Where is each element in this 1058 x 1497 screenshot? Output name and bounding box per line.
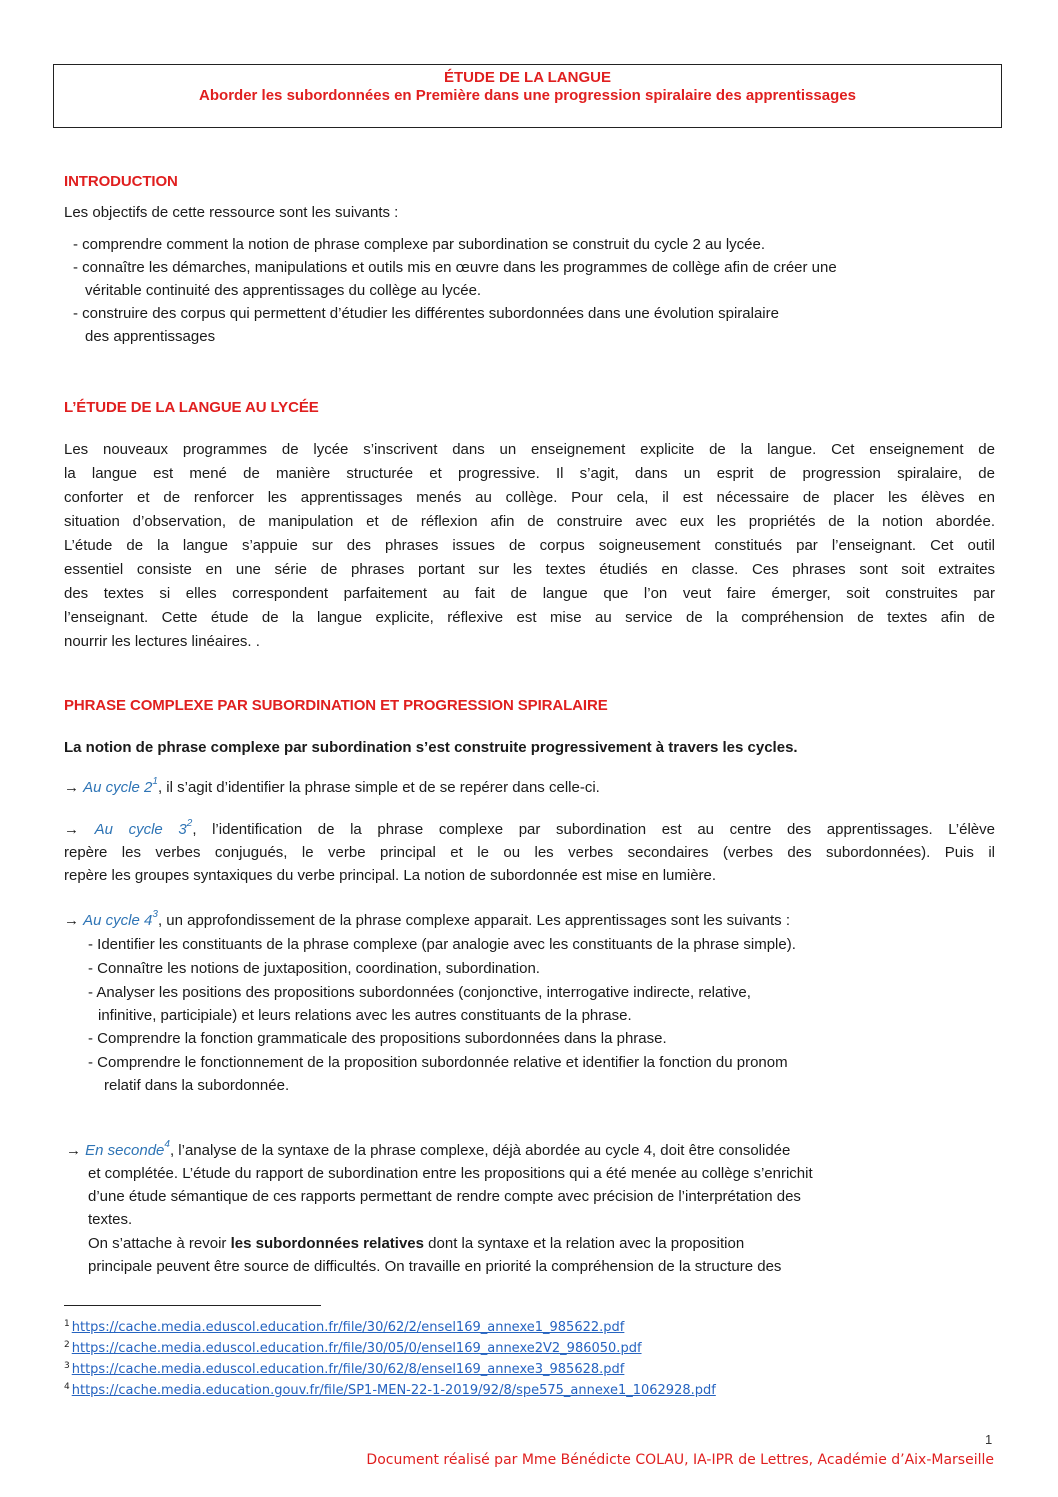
footnote <box>64 1320 624 1336</box>
cycle3-line: repère les groupes syntaxiques du verbe principal. La notion de subordonnée est mise en lumière. <box>64 867 717 884</box>
title-box <box>53 64 1002 128</box>
footnote-ref[interactable]: 1 <box>152 776 158 787</box>
footnote-number: 4 <box>64 1381 70 1392</box>
intro-item: véritable continuité des apprentissages du collège au lycée. <box>85 282 482 299</box>
paragraph-line: situation d’observation, de manipulation et de réflexion afin de construire avec eux les propriétés de la notion abordée. <box>64 513 995 530</box>
phrase-heading: PHRASE COMPLEXE PAR SUBORDINATION ET PROGRESSION SPIRALAIRE <box>64 697 608 714</box>
seconde-line: textes. <box>88 1211 133 1228</box>
paragraph-line: nourrir les lectures linéaires. . <box>64 633 260 650</box>
lycee-paragraph <box>64 438 995 654</box>
seconde-line <box>66 1140 790 1162</box>
arrow-icon: → <box>66 1142 81 1159</box>
arrow-icon: → <box>64 912 79 929</box>
cycle3-label: Au cycle 3 <box>94 821 187 838</box>
seconde-line: et complétée. L’étude du rapport de subordination entre les propositions qui a été menée au collège s’enrichit <box>88 1165 813 1182</box>
intro-item: des apprentissages <box>85 328 216 345</box>
seconde-text: On s’attache à revoir <box>88 1235 231 1252</box>
paragraph-line: L’étude de la langue s’appuie sur des phrases issues de corpus soigneusement constitués par l’enseignant. Cet outil <box>64 537 995 554</box>
seconde-text: , l’analyse de la syntaxe de la phrase complexe, déjà abordée au cycle 4, doit être consolidée <box>169 1142 791 1159</box>
cycle2-line <box>64 777 600 799</box>
footnote <box>64 1362 624 1378</box>
footnote <box>64 1341 642 1357</box>
paragraph-line: essentiel consiste en une série de phrases portant sur les textes étudiés en classe. Ces phrases sont soit extraites <box>64 561 995 578</box>
paragraph-line: l’enseignant. Cette étude de la langue explicite, réflexive est mise au service de la compréhension de textes afin de <box>64 609 995 626</box>
cycle4-item: relatif dans la subordonnée. <box>104 1077 290 1094</box>
cycle4-label: Au cycle 4 <box>83 912 153 929</box>
title-line-2: Aborder les subordonnées en Première dans une progression spiralaire des apprentissages <box>199 87 856 104</box>
cycle3-text: , l’identification de la phrase complexe par subordination est au centre des apprentissages. L’élève <box>192 821 995 838</box>
cycle2-label: Au cycle 2 <box>83 779 153 796</box>
footnote-ref[interactable]: 3 <box>152 909 158 920</box>
paragraph-line: conforter et de renforcer les apprentissages menés au collège. Pour cela, il est nécessaire de placer les élèves en <box>64 489 995 506</box>
cycle4-text: , un approfondissement de la phrase complexe apparait. Les apprentissages sont les suivants : <box>157 912 790 929</box>
phrase-lead: La notion de phrase complexe par subordination s’est construite progressivement à travers les cycles. <box>64 739 798 756</box>
footnote-link[interactable]: https://cache.media.eduscol.education.fr/file/30/62/2/ensel169_annexe1_985622.pdf <box>71 1320 625 1335</box>
cycle4-item: - Comprendre la fonction grammaticale des propositions subordonnées dans la phrase. <box>88 1030 667 1047</box>
cycle4-line <box>64 910 790 932</box>
title-line-1: ÉTUDE DE LA LANGUE <box>444 69 611 86</box>
paragraph-line: Les nouveaux programmes de lycée s’inscrivent dans un enseignement explicite de la langue. Cet enseignement de <box>64 441 995 458</box>
footer-credit: Document réalisé par Mme Bénédicte COLAU, IA-IPR de Lettres, Académie d’Aix-Marseille <box>366 1452 994 1468</box>
seconde-text: dont la syntaxe et la relation avec la proposition <box>424 1235 745 1252</box>
cycle4-item: - Identifier les constituants de la phrase complexe (par analogie avec les constituants de la phrase simple). <box>88 936 796 953</box>
cycle3-line: repère les verbes conjugués, le verbe principal et le ou les verbes secondaires (verbes des subordonnées). Puis il <box>64 844 995 861</box>
arrow-icon: → <box>64 779 79 796</box>
seconde-label: En seconde <box>85 1142 165 1159</box>
seconde-line: d’une étude sémantique de ces rapports permettant de rendre compte avec précision de l’interprétation des <box>88 1188 801 1205</box>
paragraph-line: la langue est mené de manière structurée et progressive. Il s’agit, dans un esprit de progression spiralaire, de <box>64 465 995 482</box>
cycle3-line <box>64 818 995 841</box>
footnote-number: 1 <box>64 1318 70 1329</box>
lycee-heading: L’ÉTUDE DE LA LANGUE AU LYCÉE <box>64 399 319 416</box>
footnote-link[interactable]: https://cache.media.eduscol.education.fr/file/30/62/8/ensel169_annexe3_985628.pdf <box>71 1362 625 1377</box>
page-number: 1 <box>985 1432 993 1447</box>
footnote-ref[interactable]: 4 <box>164 1139 170 1150</box>
footnote-number: 3 <box>64 1360 70 1371</box>
footnote-number: 2 <box>64 1339 70 1350</box>
cycle4-item: - Connaître les notions de juxtaposition, coordination, subordination. <box>88 960 540 977</box>
seconde-line <box>88 1233 744 1255</box>
footnote <box>64 1383 716 1399</box>
footnote-link[interactable]: https://cache.media.education.gouv.fr/file/SP1-MEN-22-1-2019/92/8/spe575_annexe1_1062928.pdf <box>71 1383 716 1398</box>
footnote-ref[interactable]: 2 <box>186 818 193 829</box>
cycle4-item: - Analyser les positions des propositions subordonnées (conjonctive, interrogative indirecte, relative, <box>88 984 751 1001</box>
footnote-separator <box>64 1305 321 1306</box>
seconde-line: principale peuvent être source de difficultés. On travaille en priorité la compréhension de la structure des <box>88 1258 782 1275</box>
intro-item: - construire des corpus qui permettent d’étudier les différentes subordonnées dans une évolution spiralaire <box>73 305 779 322</box>
cycle4-item: infinitive, participiale) et leurs relations avec les autres constituants de la phrase. <box>98 1007 632 1024</box>
seconde-emphasis: les subordonnées relatives <box>230 1235 424 1252</box>
footnote-link[interactable]: https://cache.media.eduscol.education.fr/file/30/05/0/ensel169_annexe2V2_986050.pdf <box>71 1341 642 1356</box>
cycle4-item: - Comprendre le fonctionnement de la proposition subordonnée relative et identifier la fonction du pronom <box>88 1054 788 1071</box>
cycle3-paragraph <box>64 818 995 887</box>
intro-lead: Les objectifs de cette ressource sont les suivants : <box>64 204 399 221</box>
paragraph-line: des textes si elles correspondent parfaitement au fait de langue que l’on veut faire émerger, soit construites par <box>64 585 995 602</box>
intro-item: - connaître les démarches, manipulations et outils mis en œuvre dans les programmes de collège afin de créer une <box>73 259 837 276</box>
intro-heading: INTRODUCTION <box>64 173 178 190</box>
arrow-icon: → <box>64 821 79 838</box>
cycle2-text: , il s’agit d’identifier la phrase simple et de se repérer dans celle-ci. <box>157 779 600 796</box>
intro-item: - comprendre comment la notion de phrase complexe par subordination se construit du cycle 2 au lycée. <box>73 236 766 253</box>
